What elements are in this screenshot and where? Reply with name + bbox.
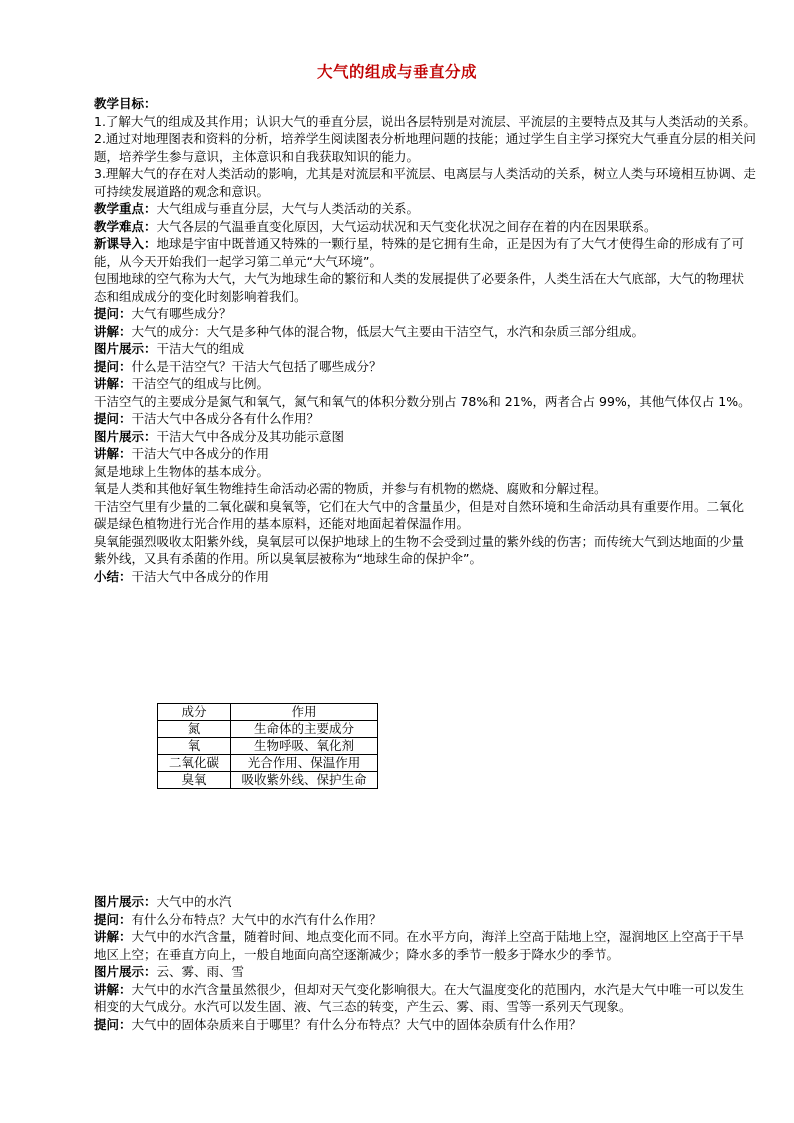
table-cell: 氧 [158, 738, 231, 755]
difficulty: 教学难点：大气各层的气温垂直变化原因，大气运动状况和天气变化状况之间存在着的内在因果联系。 [94, 218, 657, 234]
components-table [157, 703, 378, 789]
goal-3: 3.理解大气的存在对人类活动的影响，尤其是对流层和平流层、电离层与人类活动的关系，树立人类与环境相互协调、走可持续发展道路的观念和意识。 [94, 166, 756, 199]
question-1: 提问：大气有哪些成分？ [94, 306, 232, 321]
summary: 小结：干洁大气中各成分的作用 [94, 568, 270, 584]
table-cell: 氮 [158, 721, 231, 738]
atmosphere-paragraph: 包围地球的空气称为大气，大气为地球生命的繁衍和人类的发展提供了必要条件，人类生活在大气底部，大气的物理状态和组成成分的变化时刻影响着我们。 [94, 271, 745, 304]
table-cell: 生物呼吸、氧化剂 [231, 738, 378, 755]
table-cell: 臭氧 [158, 772, 231, 789]
goal-1: 1.了解大气的组成及其作用；认识大气的垂直分层，说出各层特别是对流层、平流层的主要特点及其与人类活动的关系。 [94, 113, 756, 129]
nitrogen-paragraph: 氮是地球上生物体的基本成分。 [94, 463, 270, 479]
picture-1: 图片展示：干洁大气的组成 [94, 341, 245, 356]
table-cell: 吸收紫外线、保护生命 [231, 772, 378, 789]
co2-paragraph: 干洁空气里有少量的二氧化碳和臭氧等，它们在大气中的含量虽少，但是对自然环境和生命活动具有重要作用。二氧化碳是绿色植物进行光合作用的基本原料，还能对地面起着保温作用。 [94, 498, 745, 531]
dry-air-paragraph: 干洁空气的主要成分是氮气和氧气，氮气和氧气的体积分数分别占 78%和 21%，两者合占 99%，其他气体仅占 1%。 [94, 393, 751, 409]
explanation-3: 讲解：干洁大气中各成分的作用 [94, 446, 270, 461]
table-row [158, 738, 378, 755]
table-row [158, 772, 378, 789]
explanation-2: 讲解：干洁空气的组成与比例。 [94, 376, 270, 391]
table-header: 作用 [231, 704, 378, 721]
explanation-5: 讲解：大气中的水汽含量虽然很少，但却对天气变化影响很大。在大气温度变化的范围内，水汽是大气中唯一可以发生相变的大气成分。水汽可以发生固、液、气三态的转变，产生云、雾、雨、雪等一系列天气现象。 [94, 981, 745, 1014]
table-row [158, 755, 378, 772]
table-header: 成分 [158, 704, 231, 721]
question-3: 提问：干洁大气中各成分各有什么作用？ [94, 411, 320, 426]
table-header-row [158, 704, 378, 721]
ozone-paragraph: 臭氧能强烈吸收太阳紫外线，臭氧层可以保护地球上的生物不会受到过量的紫外线的伤害；而传统大气到达地面的少量紫外线，又具有杀菌的作用。所以臭氧层被称为“地球生命的保护伞”。 [94, 533, 745, 566]
question-4: 提问：有什么分布特点？大气中的水汽有什么作用？ [94, 911, 382, 927]
intro: 新课导入：地球是宇宙中既普通又特殊的一颗行星，特殊的是它拥有生命，正是因为有了大气才使得生命的形成有了可能，从今天开始我们一起学习第二单元“大气环境”。 [94, 236, 745, 269]
key-point: 教学重点：大气组成与垂直分层，大气与人类活动的关系。 [94, 201, 420, 216]
picture-2: 图片展示：干洁大气中各成分及其功能示意图 [94, 428, 345, 444]
lesson-body [94, 95, 756, 585]
goal-2: 2.通过对地理图表和资料的分析，培养学生阅读图表分析地理问题的技能；通过学生自主学习探究大气垂直分层的相关问题，培养学生参与意识，主体意识和自我获取知识的能力。 [94, 131, 756, 164]
page-title: 大气的组成与垂直分成 [316, 63, 477, 81]
table-cell: 二氧化碳 [158, 755, 231, 772]
oxygen-paragraph: 氧是人类和其他好氧生物维持生命活动必需的物质，并参与有机物的燃烧、腐败和分解过程。 [94, 481, 607, 496]
table-cell: 生命体的主要成分 [231, 721, 378, 738]
explanation-1: 讲解：大气的成分：大气是多种气体的混合物，低层大气主要由干洁空气，水汽和杂质三部分组成。 [94, 323, 645, 339]
explanation-4: 讲解：大气中的水汽含量，随着时间、地点变化而不同。在水平方向，海洋上空高于陆地上空，湿润地区上空高于干旱地区上空；在垂直方向上，一般自地面向高空逐渐减少；降水多的季节一般多于降水少的季节。 [94, 929, 745, 962]
table-cell: 光合作用、保温作用 [231, 755, 378, 772]
picture-4: 图片展示：云、雾、雨、雪 [94, 964, 245, 979]
question-5: 提问：大气中的固体杂质来自于哪里？有什么分布特点？大气中的固体杂质有什么作用？ [94, 1016, 582, 1032]
lesson-body-continued [94, 893, 756, 1033]
question-2: 提问：什么是干洁空气？干洁大气包括了哪些成分？ [94, 358, 382, 374]
table-row [158, 721, 378, 738]
picture-3: 图片展示：大气中的水汽 [94, 894, 232, 909]
goals-heading: 教学目标： [94, 96, 157, 111]
